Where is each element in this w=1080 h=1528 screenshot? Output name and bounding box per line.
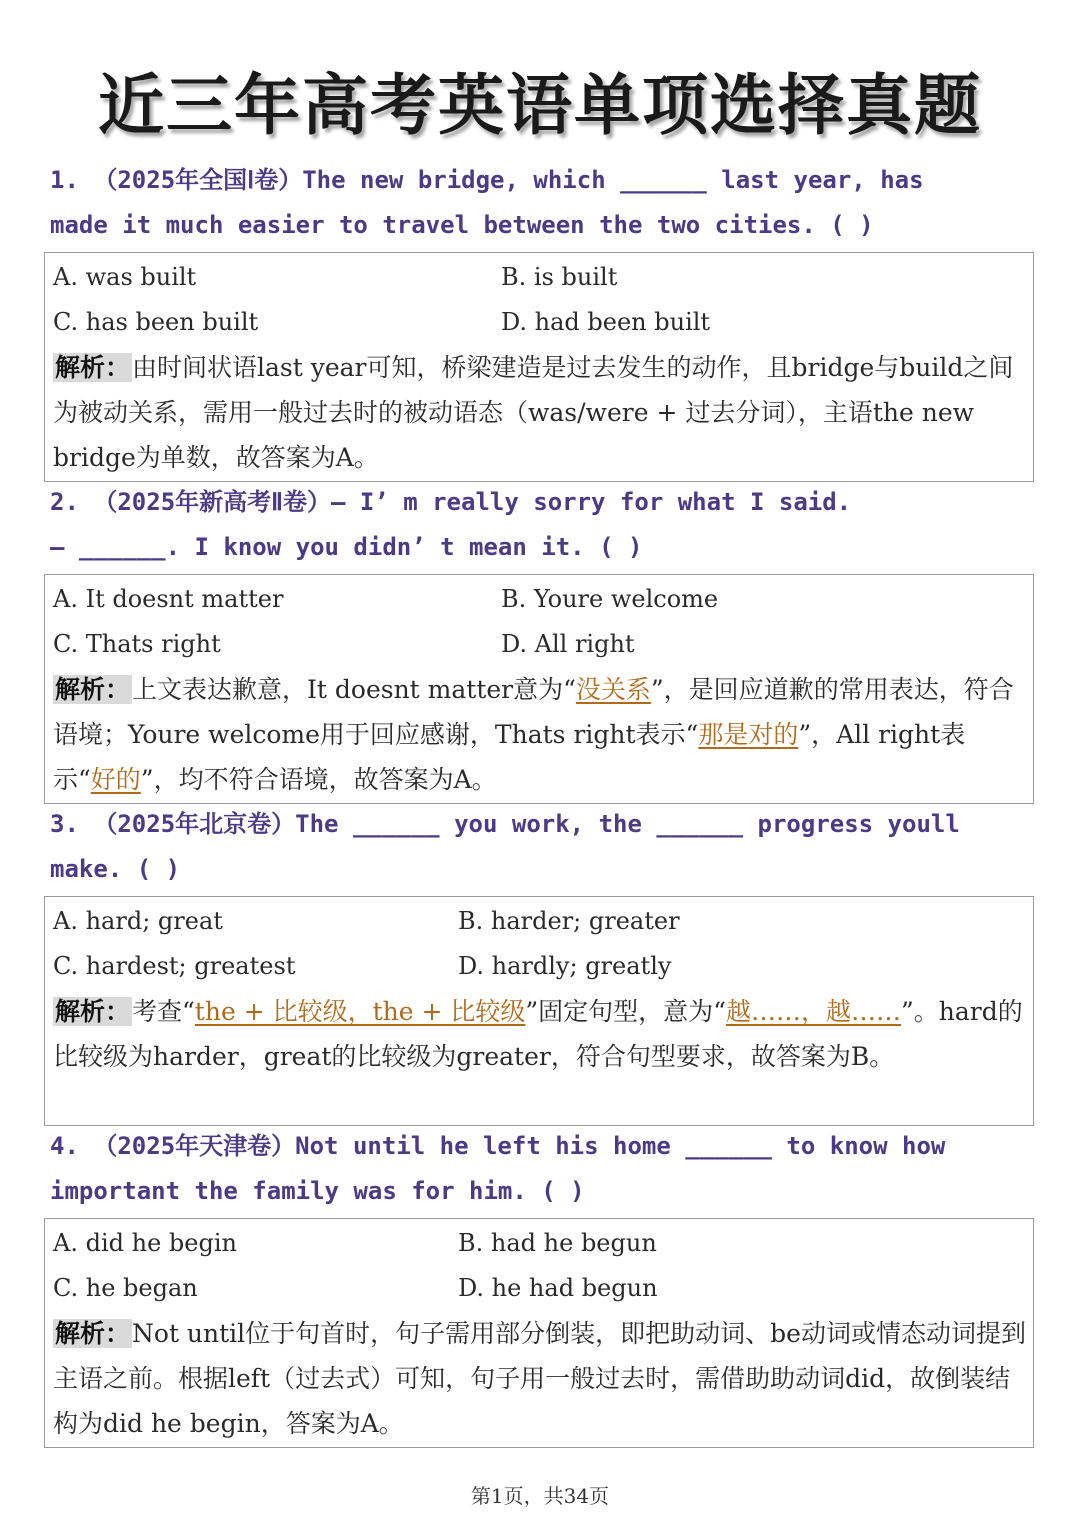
question-1-line-1: 1. （2025年全国Ⅰ卷）The new bridge, which ______ last year, has — [50, 166, 924, 194]
analysis-3 — [53, 989, 1027, 1079]
option-a: A. It doesnt matter — [53, 585, 284, 613]
question-4-line-1: 4. （2025年天津卷）Not until he left his home ______ to know how — [50, 1132, 946, 1160]
options-4 — [53, 1221, 1027, 1311]
analysis-text: 由时间状语last year可知，桥梁建造是过去发生的动作，且bridge与build之间为被动关系，需用一般过去时的被动语态（was/were + 过去分词），主语the new bridge为单数，故答案为A。 — [53, 353, 1014, 472]
option-a: A. hard; great — [53, 907, 223, 935]
option-b: B. had he begun — [458, 1229, 657, 1257]
question-2 — [50, 480, 1040, 570]
analysis-text: ”。hard的比较级为harder，great的比较级为greater，符合句型要求，故答案为B。 — [53, 997, 1023, 1071]
question-1-line-2: made it much easier to travel between the two cities. ( ) — [50, 211, 874, 239]
analysis-text: ”，均不符合语境，故答案为A。 — [140, 765, 497, 794]
option-b: B. is built — [501, 263, 618, 291]
question-1 — [50, 158, 1040, 248]
options-3 — [53, 899, 1027, 989]
page-title: 近三年高考英语单项选择真题 — [98, 67, 982, 144]
option-c: C. has been built — [53, 308, 259, 336]
analysis-label: 解析： — [55, 353, 131, 382]
analysis-1 — [53, 345, 1027, 480]
question-2-line-2: — ______. I know you didn’ t mean it. ( ) — [50, 533, 643, 561]
question-3-line-2: make. ( ) — [50, 855, 181, 883]
question-4 — [50, 1124, 1040, 1214]
analysis-2 — [53, 667, 1027, 802]
highlighted-phrase: 好的 — [90, 765, 141, 794]
analysis-text: ”，All right表示“ — [53, 720, 966, 794]
analysis-label: 解析： — [55, 675, 131, 704]
question-4-line-2: important the family was for him. ( ) — [50, 1177, 585, 1205]
option-c: C. hardest; greatest — [53, 952, 296, 980]
answer-box-3 — [44, 896, 1034, 1126]
option-c: C. he began — [53, 1274, 198, 1302]
options-2 — [53, 577, 1027, 667]
page-number: 第1页，共34页 — [470, 1484, 610, 1508]
analysis-text: ”，是回应道歉的常用表达，符合语境；Youre welcome用于回应感谢，Thats right表示“ — [53, 675, 1014, 749]
question-3 — [50, 802, 1040, 892]
question-2-line-1: 2. （2025年新高考Ⅱ卷）— I’ m really sorry for what I said. — [50, 488, 852, 516]
answer-box-1 — [44, 252, 1034, 482]
answer-box-4 — [44, 1218, 1034, 1448]
analysis-label: 解析： — [55, 1319, 131, 1348]
answer-box-2 — [44, 574, 1034, 804]
option-a: A. was built — [53, 263, 197, 291]
analysis-text: Not until位于句首时，句子需用部分倒装，即把助动词、be动词或情态动词提到主语之前。根据left（过去式）可知，句子用一般过去时，需借助助动词did，故倒装结构为did he begin，答案为A。 — [53, 1319, 1026, 1438]
options-1 — [53, 255, 1027, 345]
option-d: D. hardly; greatly — [458, 952, 672, 980]
analysis-text: ”固定句型，意为“ — [525, 997, 726, 1026]
analysis-label: 解析： — [55, 997, 131, 1026]
option-b: B. harder; greater — [458, 907, 680, 935]
highlighted-phrase: the + 比较级，the + 比较级 — [194, 997, 526, 1026]
highlighted-phrase: 那是对的 — [698, 720, 799, 749]
option-c: C. Thats right — [53, 630, 221, 658]
analysis-text: 考查“ — [132, 997, 195, 1026]
option-d: D. All right — [501, 630, 635, 658]
option-d: D. had been built — [501, 308, 711, 336]
analysis-text: 上文表达歉意，It doesnt matter意为“ — [132, 675, 576, 704]
option-a: A. did he begin — [53, 1229, 237, 1257]
analysis-4 — [53, 1311, 1027, 1446]
option-d: D. he had begun — [458, 1274, 658, 1302]
highlighted-phrase: 没关系 — [575, 675, 651, 704]
highlighted-phrase: 越……，越…… — [725, 997, 901, 1026]
option-b: B. Youre welcome — [501, 585, 719, 613]
question-3-line-1: 3. （2025年北京卷）The ______ you work, the ______ progress youll — [50, 810, 960, 838]
